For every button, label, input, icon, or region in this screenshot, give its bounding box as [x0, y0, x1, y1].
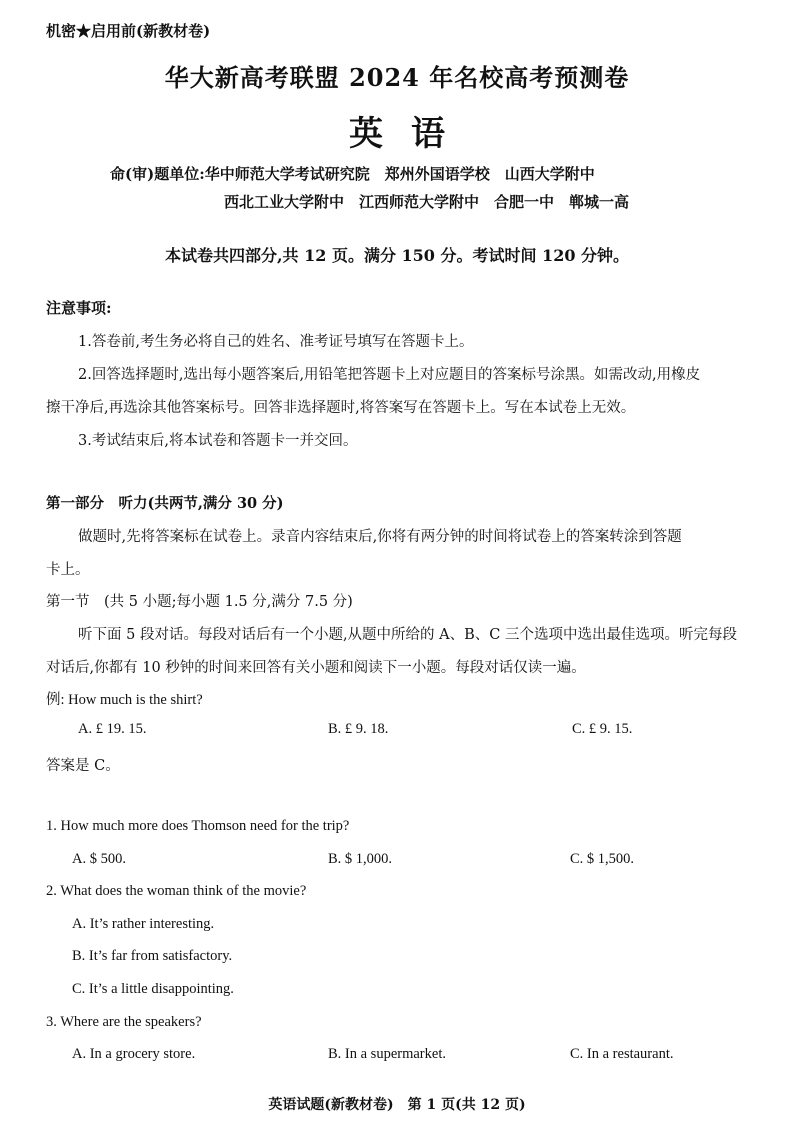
confidential-label: 机密★启用前(新教材卷) [46, 22, 211, 40]
example-answer: 答案是 C。 [46, 758, 120, 774]
question-2-option-a: A. It’s rather interesting. [72, 916, 215, 932]
example-option-b: B. £ 9. 18. [328, 721, 389, 737]
question-3-option-c: C. In a restaurant. [570, 1046, 674, 1062]
notice-item-3: 3.考试结束后,将本试卷和答题卡一并交回。 [78, 433, 358, 449]
part1-heading: 第一部分 听力(共两节,满分 30 分) [46, 495, 284, 512]
notice-item-2-line-1: 2.回答选择题时,选出每小题答案后,用铅笔把答题卡上对应题目的答案标号涂黑。如需改动,用橡皮 [78, 367, 701, 383]
question-3-option-a: A. In a grocery store. [72, 1046, 196, 1062]
page-footer: 英语试题(新教材卷) 第 1 页(共 12 页) [268, 1097, 526, 1113]
question-3-option-b: B. In a supermarket. [328, 1046, 446, 1062]
question-1-option-a: A. $ 500. [72, 851, 126, 867]
section1-instruction-line-2: 对话后,你都有 10 秒钟的时间来回答有关小题和阅读下一小题。每段对话仅读一遍。 [46, 660, 586, 676]
question-1-stem: 1. How much more does Thomson need for the trip? [46, 818, 350, 834]
subject-title: 英语 [349, 114, 473, 154]
question-1-option-b: B. $ 1,000. [328, 851, 393, 867]
question-1-option-c: C. $ 1,500. [570, 851, 635, 867]
notice-item-2-line-2: 擦干净后,再选涂其他答案标号。回答非选择题时,将答案写在答题卡上。写在本试卷上无效。 [46, 400, 636, 416]
section1-heading: 第一节 (共 5 小题;每小题 1.5 分,满分 7.5 分) [46, 594, 353, 610]
example-question: 例: How much is the shirt? [46, 692, 203, 708]
example-option-c: C. £ 9. 15. [572, 721, 633, 737]
question-2-stem: 2. What does the woman think of the movie? [46, 883, 307, 899]
exam-title: 华大新高考联盟 2024 年名校高考预测卷 [164, 63, 630, 92]
section1-instruction-line-1: 听下面 5 段对话。每段对话后有一个小题,从题中所给的 A、B、C 三个选项中选出最佳选项。听完每段 [78, 627, 737, 643]
part1-instruction-line-1: 做题时,先将答案标在试卷上。录音内容结束后,你将有两分钟的时间将试卷上的答案转涂到答题 [78, 529, 682, 545]
setters-line-2: 西北工业大学附中 江西师范大学附中 合肥一中 郸城一高 [224, 193, 630, 211]
question-2-option-b: B. It’s far from satisfactory. [72, 948, 233, 964]
notice-item-1: 1.答卷前,考生务必将自己的姓名、准考证号填写在答题卡上。 [78, 334, 474, 350]
example-option-a: A. £ 19. 15. [78, 721, 147, 737]
question-2-option-c: C. It’s a little disappointing. [72, 981, 234, 997]
notice-heading: 注意事项: [46, 299, 112, 317]
exam-info: 本试卷共四部分,共 12 页。满分 150 分。考试时间 120 分钟。 [164, 246, 630, 265]
question-3-stem: 3. Where are the speakers? [46, 1014, 202, 1030]
part1-instruction-line-2: 卡上。 [46, 562, 90, 578]
setters-line-1: 命(审)题单位:华中师范大学考试研究院 郑州外国语学校 山西大学附中 [110, 165, 595, 183]
